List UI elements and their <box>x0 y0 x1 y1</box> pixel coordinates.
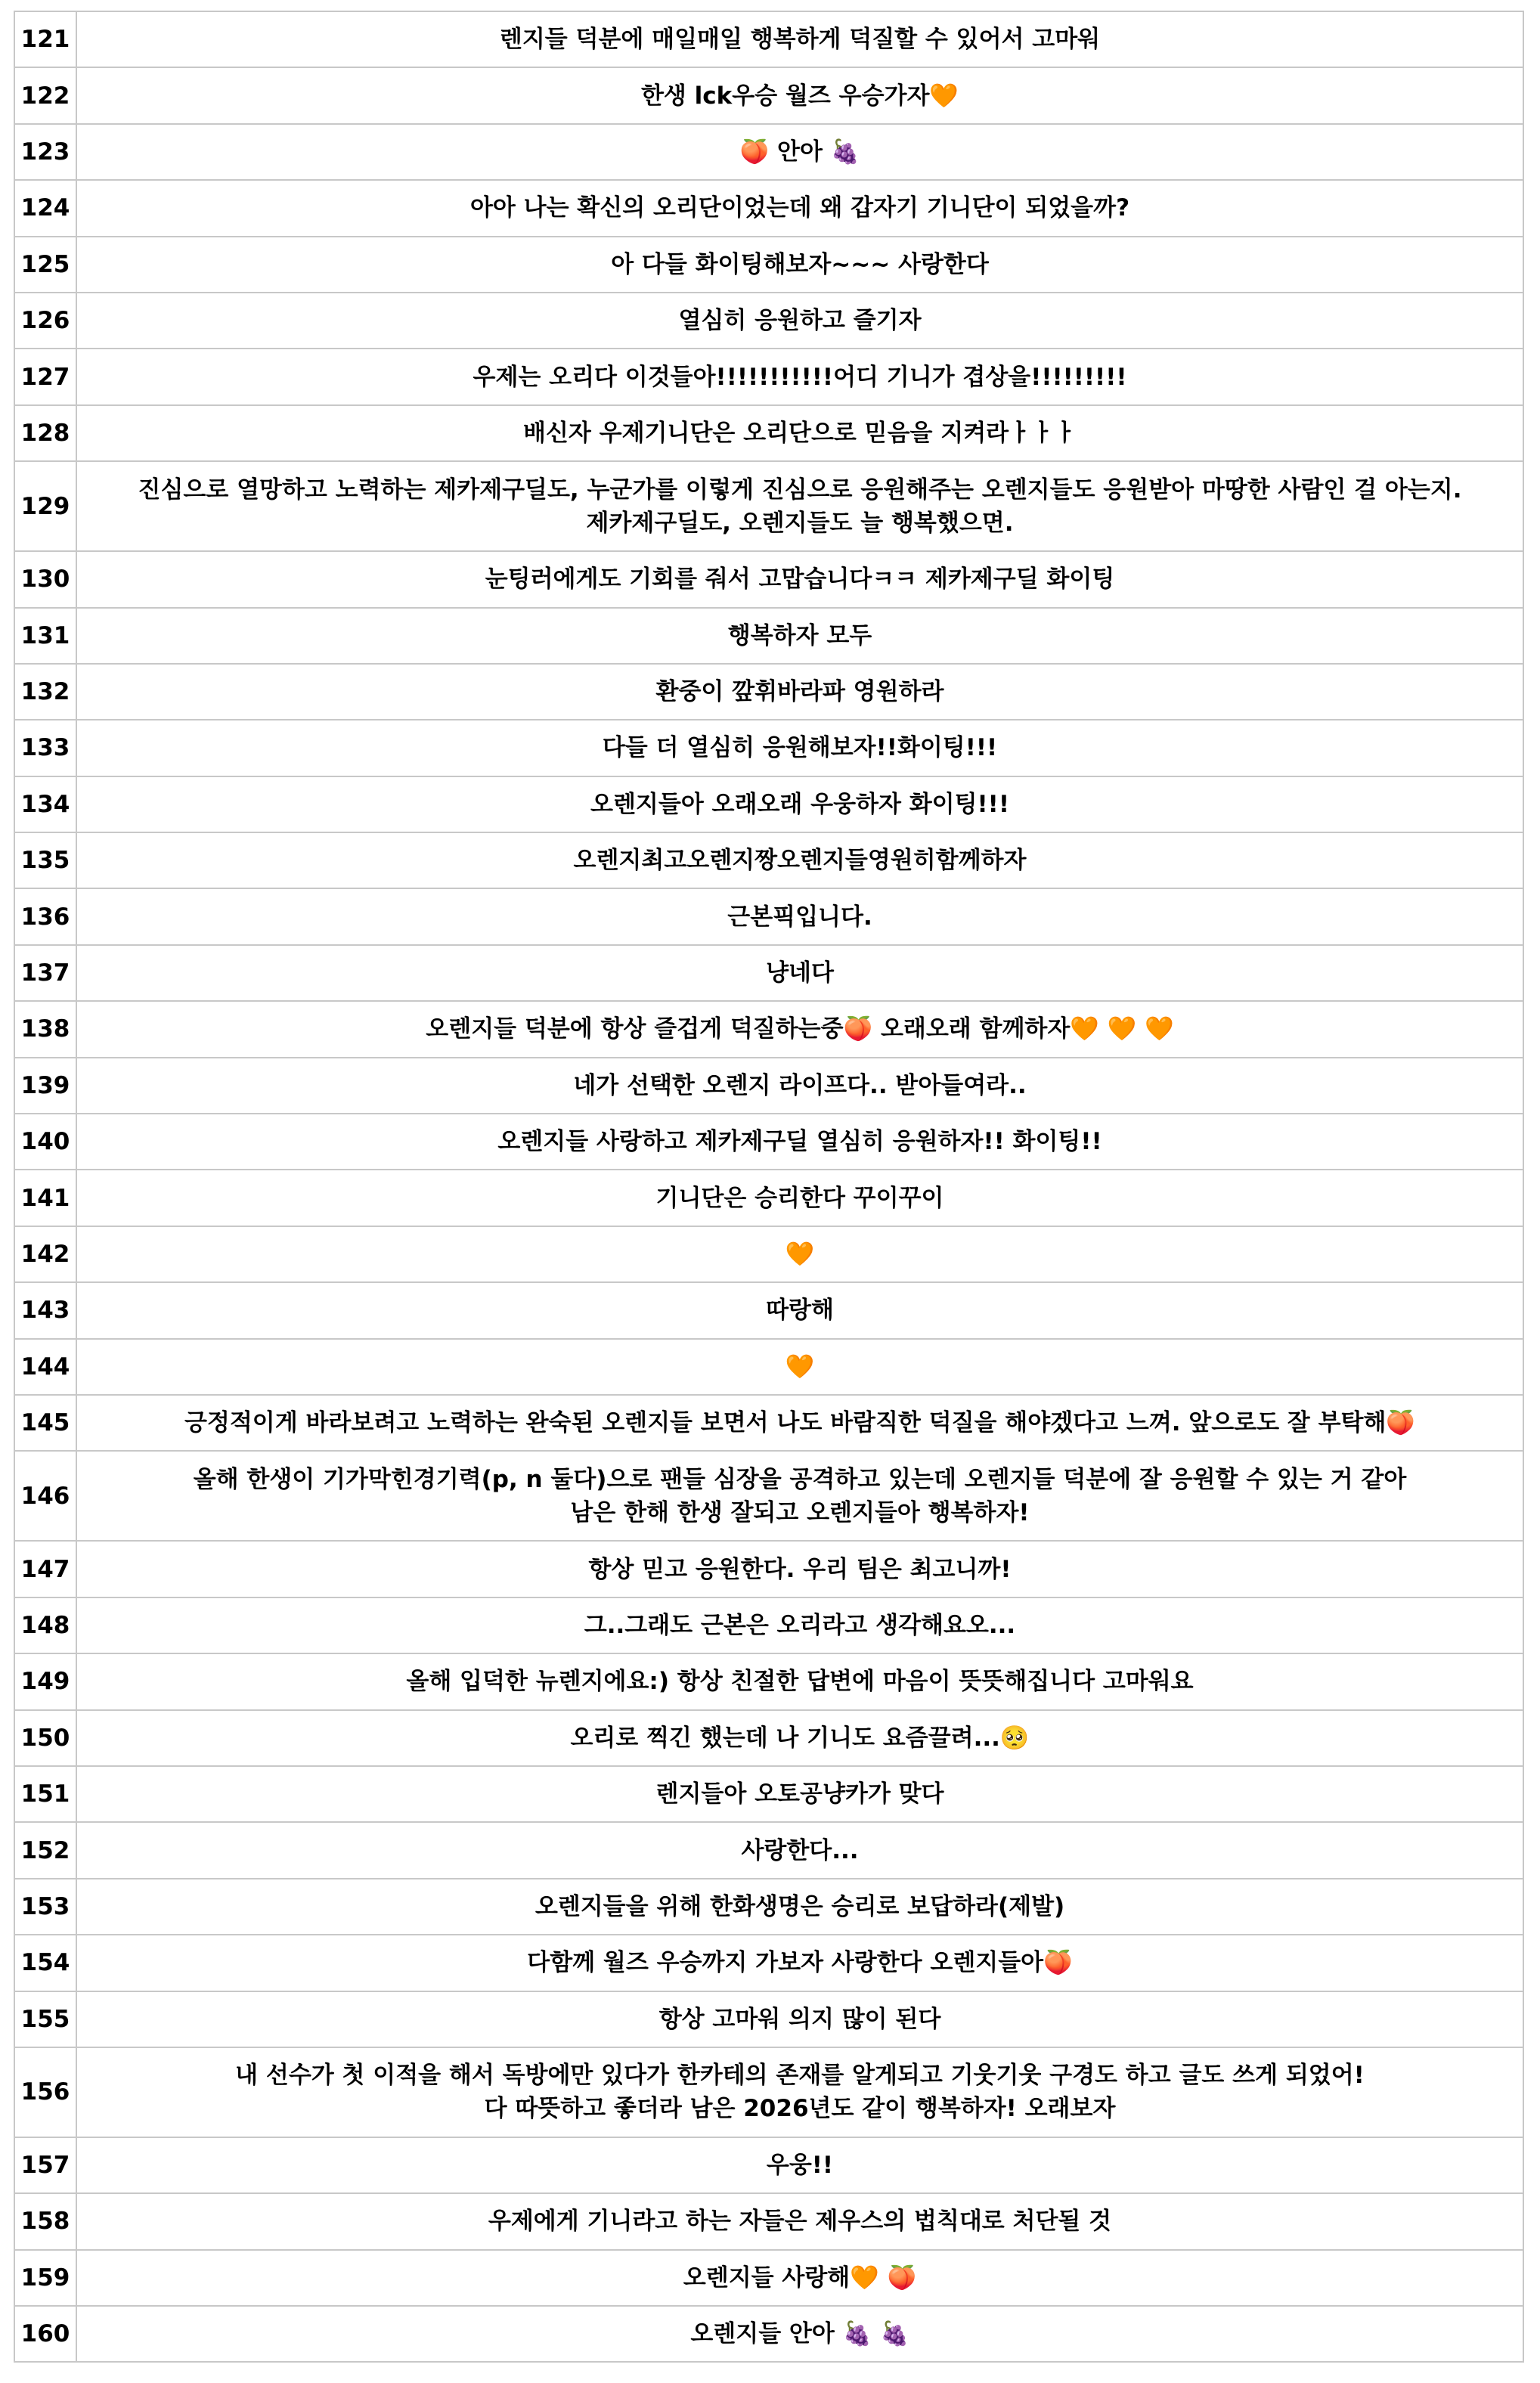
table-row <box>14 608 1523 664</box>
table-row <box>14 1653 1523 1709</box>
message-cell[interactable]: 오렌지들 사랑해🧡 🍑 <box>76 2250 1523 2306</box>
message-cell[interactable]: 눈팅러에게도 기회를 줘서 고맙습니다ㅋㅋ 제카제구딜 화이팅 <box>76 551 1523 607</box>
row-number-cell[interactable]: 142 <box>14 1226 76 1282</box>
row-number-cell[interactable]: 145 <box>14 1395 76 1451</box>
table-row <box>14 664 1523 720</box>
message-cell[interactable]: 항상 믿고 응원한다. 우리 팀은 최고니까! <box>76 1541 1523 1597</box>
message-cell[interactable]: 항상 고마워 의지 많이 된다 <box>76 1991 1523 2047</box>
row-number-cell[interactable]: 132 <box>14 664 76 720</box>
row-number-cell[interactable]: 153 <box>14 1879 76 1935</box>
row-number-cell[interactable]: 126 <box>14 293 76 349</box>
table-row <box>14 349 1523 404</box>
message-cell[interactable]: 오렌지들 사랑하고 제카제구딜 열심히 응원하자!! 화이팅!! <box>76 1114 1523 1170</box>
table-row <box>14 832 1523 888</box>
message-cell[interactable]: 아아 나는 확신의 오리단이었는데 왜 갑자기 기니단이 되었을까? <box>76 180 1523 236</box>
message-cell[interactable]: 기니단은 승리한다 꾸이꾸이 <box>76 1170 1523 1226</box>
row-number-cell[interactable]: 129 <box>14 461 76 551</box>
message-cell[interactable]: 오렌지들 안아 🍇 🍇 <box>76 2306 1523 2362</box>
message-cell[interactable]: 올해 한생이 기가막힌경기력(p, n 둘다)으로 팬들 심장을 공격하고 있는데 오렌지들 덕분에 잘 응원할 수 있는 거 같아 남은 한해 한생 잘되고 오렌지들아 행복하자! <box>76 1451 1523 1541</box>
message-cell[interactable]: 냥네다 <box>76 945 1523 1001</box>
table-row <box>14 237 1523 293</box>
row-number-cell[interactable]: 146 <box>14 1451 76 1541</box>
row-number-cell[interactable]: 137 <box>14 945 76 1001</box>
table-row <box>14 2250 1523 2306</box>
table-row <box>14 11 1523 67</box>
table-row <box>14 1766 1523 1822</box>
table-row <box>14 67 1523 123</box>
message-cell[interactable]: 긍정적이게 바라보려고 노력하는 완숙된 오렌지들 보면서 나도 바람직한 덕질을 해야겠다고 느껴. 앞으로도 잘 부탁해🍑 <box>76 1395 1523 1451</box>
row-number-cell[interactable]: 130 <box>14 551 76 607</box>
row-number-cell[interactable]: 154 <box>14 1935 76 1991</box>
table-row <box>14 1541 1523 1597</box>
message-cell[interactable]: 오렌지최고오렌지짱오렌지들영원히함께하자 <box>76 832 1523 888</box>
message-cell[interactable]: 오렌지들아 오래오래 우웅하자 화이팅!!! <box>76 776 1523 832</box>
table-row <box>14 1879 1523 1935</box>
table-row <box>14 1226 1523 1282</box>
row-number-cell[interactable]: 125 <box>14 237 76 293</box>
message-cell[interactable]: 아 다들 화이팅해보자~~~ 사랑한다 <box>76 237 1523 293</box>
message-cell[interactable]: 오리로 찍긴 했는데 나 기니도 요즘끌려...🥺 <box>76 1710 1523 1766</box>
table-row <box>14 124 1523 180</box>
table-row <box>14 1991 1523 2047</box>
table-row <box>14 1710 1523 1766</box>
row-number-cell[interactable]: 122 <box>14 67 76 123</box>
table-row <box>14 1451 1523 1541</box>
table-row <box>14 945 1523 1001</box>
table-row <box>14 1935 1523 1991</box>
row-number-cell[interactable]: 128 <box>14 405 76 461</box>
table-row <box>14 2306 1523 2362</box>
table-row <box>14 2193 1523 2249</box>
row-number-cell[interactable]: 141 <box>14 1170 76 1226</box>
message-cell[interactable]: 렌지들아 오토공냥카가 맞다 <box>76 1766 1523 1822</box>
table-row <box>14 720 1523 776</box>
message-cell[interactable]: 따랑해 <box>76 1282 1523 1338</box>
row-number-cell[interactable]: 135 <box>14 832 76 888</box>
table-row <box>14 551 1523 607</box>
row-number-cell[interactable]: 123 <box>14 124 76 180</box>
table-row <box>14 1058 1523 1114</box>
message-cell[interactable]: 배신자 우제기니단은 오리단으로 믿음을 지켜라ㅏㅏㅏ <box>76 405 1523 461</box>
row-number-cell[interactable]: 138 <box>14 1001 76 1057</box>
row-number-cell[interactable]: 147 <box>14 1541 76 1597</box>
message-cell[interactable]: 내 선수가 첫 이적을 해서 독방에만 있다가 한카테의 존재를 알게되고 기웃기웃 구경도 하고 글도 쓰게 되었어! 다 따뜻하고 좋더라 남은 2026년도 같이 행복하자! 오래보자 <box>76 2047 1523 2137</box>
message-cell[interactable]: 오렌지들을 위해 한화생명은 승리로 보답하라(제발) <box>76 1879 1523 1935</box>
table-row <box>14 1282 1523 1338</box>
row-number-cell[interactable]: 159 <box>14 2250 76 2306</box>
message-cell[interactable]: 열심히 응원하고 즐기자 <box>76 293 1523 349</box>
table-row <box>14 1597 1523 1653</box>
message-cell[interactable]: 우제에게 기니라고 하는 자들은 제우스의 법칙대로 처단될 것 <box>76 2193 1523 2249</box>
row-number-cell[interactable]: 133 <box>14 720 76 776</box>
message-cell[interactable]: 진심으로 열망하고 노력하는 제카제구딜도, 누군가를 이렇게 진심으로 응원해주는 오렌지들도 응원받아 마땅한 사람인 걸 아는지. 제카제구딜도, 오렌지들도 늘 행복했으면. <box>76 461 1523 551</box>
message-cell[interactable]: 오렌지들 덕분에 항상 즐겁게 덕질하는중🍑 오래오래 함께하자🧡 🧡 🧡 <box>76 1001 1523 1057</box>
row-number-cell[interactable]: 124 <box>14 180 76 236</box>
message-cell[interactable]: 올해 입덕한 뉴렌지에요:) 항상 친절한 답변에 마음이 뜻뜻해집니다 고마워요 <box>76 1653 1523 1709</box>
row-number-cell[interactable]: 156 <box>14 2047 76 2137</box>
table-row <box>14 1114 1523 1170</box>
row-number-cell[interactable]: 140 <box>14 1114 76 1170</box>
table-row <box>14 776 1523 832</box>
row-number-cell[interactable]: 155 <box>14 1991 76 2047</box>
message-cell[interactable]: 네가 선택한 오렌지 라이프다.. 받아들여라.. <box>76 1058 1523 1114</box>
table-row <box>14 1339 1523 1395</box>
table-row <box>14 1001 1523 1057</box>
row-number-cell[interactable]: 157 <box>14 2137 76 2193</box>
message-cell[interactable]: 한생 lck우승 월즈 우승가자🧡 <box>76 67 1523 123</box>
message-cell[interactable]: 사랑한다... <box>76 1822 1523 1878</box>
table-row <box>14 1170 1523 1226</box>
message-cell[interactable]: 렌지들 덕분에 매일매일 행복하게 덕질할 수 있어서 고마워 <box>76 11 1523 67</box>
table-row <box>14 2137 1523 2193</box>
message-cell[interactable]: 다함께 월즈 우승까지 가보자 사랑한다 오렌지들아🍑 <box>76 1935 1523 1991</box>
row-number-cell[interactable]: 158 <box>14 2193 76 2249</box>
message-cell[interactable]: 그..그래도 근본은 오리라고 생각해요오... <box>76 1597 1523 1653</box>
row-number-cell[interactable]: 134 <box>14 776 76 832</box>
message-cell[interactable]: 다들 더 열심히 응원해보자!!화이팅!!! <box>76 720 1523 776</box>
row-number-cell[interactable]: 149 <box>14 1653 76 1709</box>
message-cell[interactable]: 우제는 오리다 이것들아!!!!!!!!!!!어디 기니가 겹상을!!!!!!!!! <box>76 349 1523 404</box>
table-row <box>14 293 1523 349</box>
message-table-body <box>14 11 1523 2362</box>
message-cell[interactable]: 근본픽입니다. <box>76 888 1523 944</box>
message-cell[interactable]: 환중이 깦휘바라파 영원하라 <box>76 664 1523 720</box>
row-number-cell[interactable]: 160 <box>14 2306 76 2362</box>
table-row <box>14 2047 1523 2137</box>
message-cell[interactable]: 🧡 <box>76 1339 1523 1395</box>
message-cell[interactable]: 우웅!! <box>76 2137 1523 2193</box>
row-number-cell[interactable]: 139 <box>14 1058 76 1114</box>
row-number-cell[interactable]: 150 <box>14 1710 76 1766</box>
message-table <box>14 11 1524 2363</box>
row-number-cell[interactable]: 136 <box>14 888 76 944</box>
table-row <box>14 1395 1523 1451</box>
row-number-cell[interactable]: 143 <box>14 1282 76 1338</box>
row-number-cell[interactable]: 127 <box>14 349 76 404</box>
table-row <box>14 1822 1523 1878</box>
row-number-cell[interactable]: 151 <box>14 1766 76 1822</box>
table-row <box>14 180 1523 236</box>
row-number-cell[interactable]: 144 <box>14 1339 76 1395</box>
table-row <box>14 405 1523 461</box>
message-cell[interactable]: 행복하자 모두 <box>76 608 1523 664</box>
row-number-cell[interactable]: 121 <box>14 11 76 67</box>
row-number-cell[interactable]: 131 <box>14 608 76 664</box>
row-number-cell[interactable]: 152 <box>14 1822 76 1878</box>
table-row <box>14 888 1523 944</box>
table-row <box>14 461 1523 551</box>
row-number-cell[interactable]: 148 <box>14 1597 76 1653</box>
message-cell[interactable]: 🍑 안아 🍇 <box>76 124 1523 180</box>
message-cell[interactable]: 🧡 <box>76 1226 1523 1282</box>
